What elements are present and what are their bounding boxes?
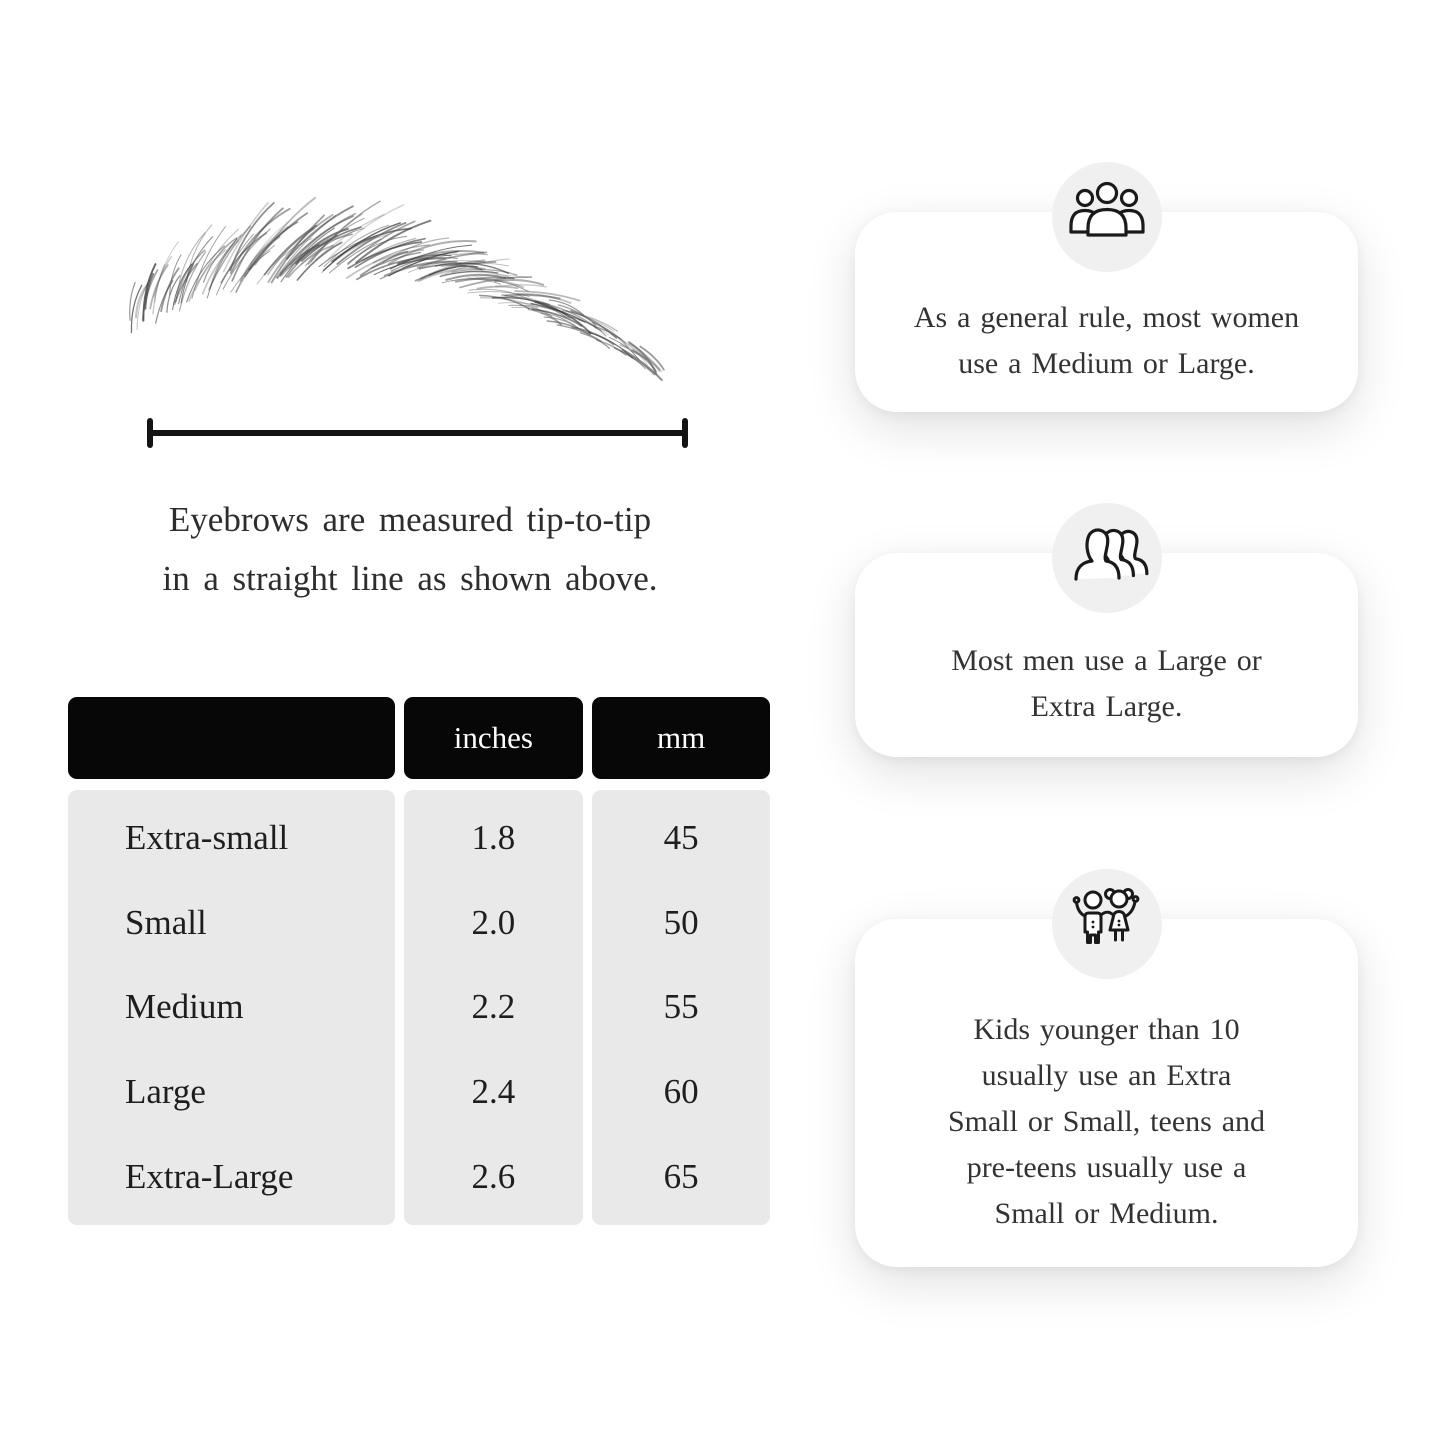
table-cell-mm: 50: [663, 902, 699, 942]
info-card-kids: [855, 919, 1358, 1267]
table-cell-inches: 2.0: [471, 902, 516, 942]
kids-icon: [1052, 869, 1162, 979]
card-text-line: Small or Medium.: [994, 1197, 1219, 1230]
table-cell-size: Extra-small: [125, 818, 289, 858]
card-text-line: usually use an Extra: [981, 1059, 1232, 1092]
size-table-body: [68, 790, 770, 1225]
card-text-line: Kids younger than 10: [973, 1013, 1240, 1046]
card-text-line: Most men use a Large or: [951, 644, 1262, 677]
table-cell-size: Small: [125, 902, 207, 942]
eyebrow-sketch: [106, 205, 696, 405]
card-text: [951, 638, 1262, 730]
eyebrow-illustration: [106, 205, 696, 410]
measurement-line: [147, 418, 688, 448]
table-cell-inches: 2.2: [471, 987, 516, 1027]
header-cell-inches: inches: [404, 697, 584, 779]
table-cell-inches: 2.6: [471, 1156, 516, 1196]
size-table: [68, 697, 770, 1225]
header-cell-size: [68, 697, 395, 779]
measurement-caption: [55, 490, 765, 608]
measure-bar: [149, 430, 686, 436]
table-cell-mm: 45: [663, 818, 699, 858]
table-col-sizes: [68, 790, 395, 1225]
table-cell-mm: 60: [663, 1072, 699, 1112]
card-text-line: pre-teens usually use a: [966, 1151, 1247, 1184]
table-cell-size: Large: [125, 1072, 206, 1112]
table-cell-size: Extra-Large: [125, 1156, 294, 1196]
icon-badge: [1052, 869, 1162, 979]
card-text: [914, 295, 1299, 387]
table-cell-mm: 65: [663, 1156, 699, 1196]
table-cell-inches: 1.8: [471, 818, 516, 858]
card-text: [948, 1007, 1265, 1237]
info-card-women: [855, 212, 1358, 412]
caption-line: in a straight line as shown above.: [162, 559, 658, 598]
header-cell-mm: mm: [592, 697, 770, 779]
card-text-line: As a general rule, most women: [913, 301, 1300, 334]
size-table-header: [68, 697, 770, 779]
caption-line: Eyebrows are measured tip-to-tip: [168, 500, 652, 539]
icon-badge: [1052, 162, 1162, 272]
table-col-inches: [404, 790, 584, 1225]
icon-badge: [1052, 503, 1162, 613]
measure-endcap-right: [682, 418, 688, 448]
women-group-icon: [1052, 162, 1162, 272]
table-col-mm: [592, 790, 770, 1225]
table-cell-size: Medium: [125, 987, 244, 1027]
table-cell-mm: 55: [663, 987, 699, 1027]
info-card-men: [855, 553, 1358, 757]
card-text-line: Small or Small, teens and: [947, 1105, 1266, 1138]
men-group-icon: [1052, 503, 1162, 613]
card-text-line: use a Medium or Large.: [958, 347, 1255, 380]
table-cell-inches: 2.4: [471, 1072, 516, 1112]
card-text-line: Extra Large.: [1030, 690, 1183, 723]
